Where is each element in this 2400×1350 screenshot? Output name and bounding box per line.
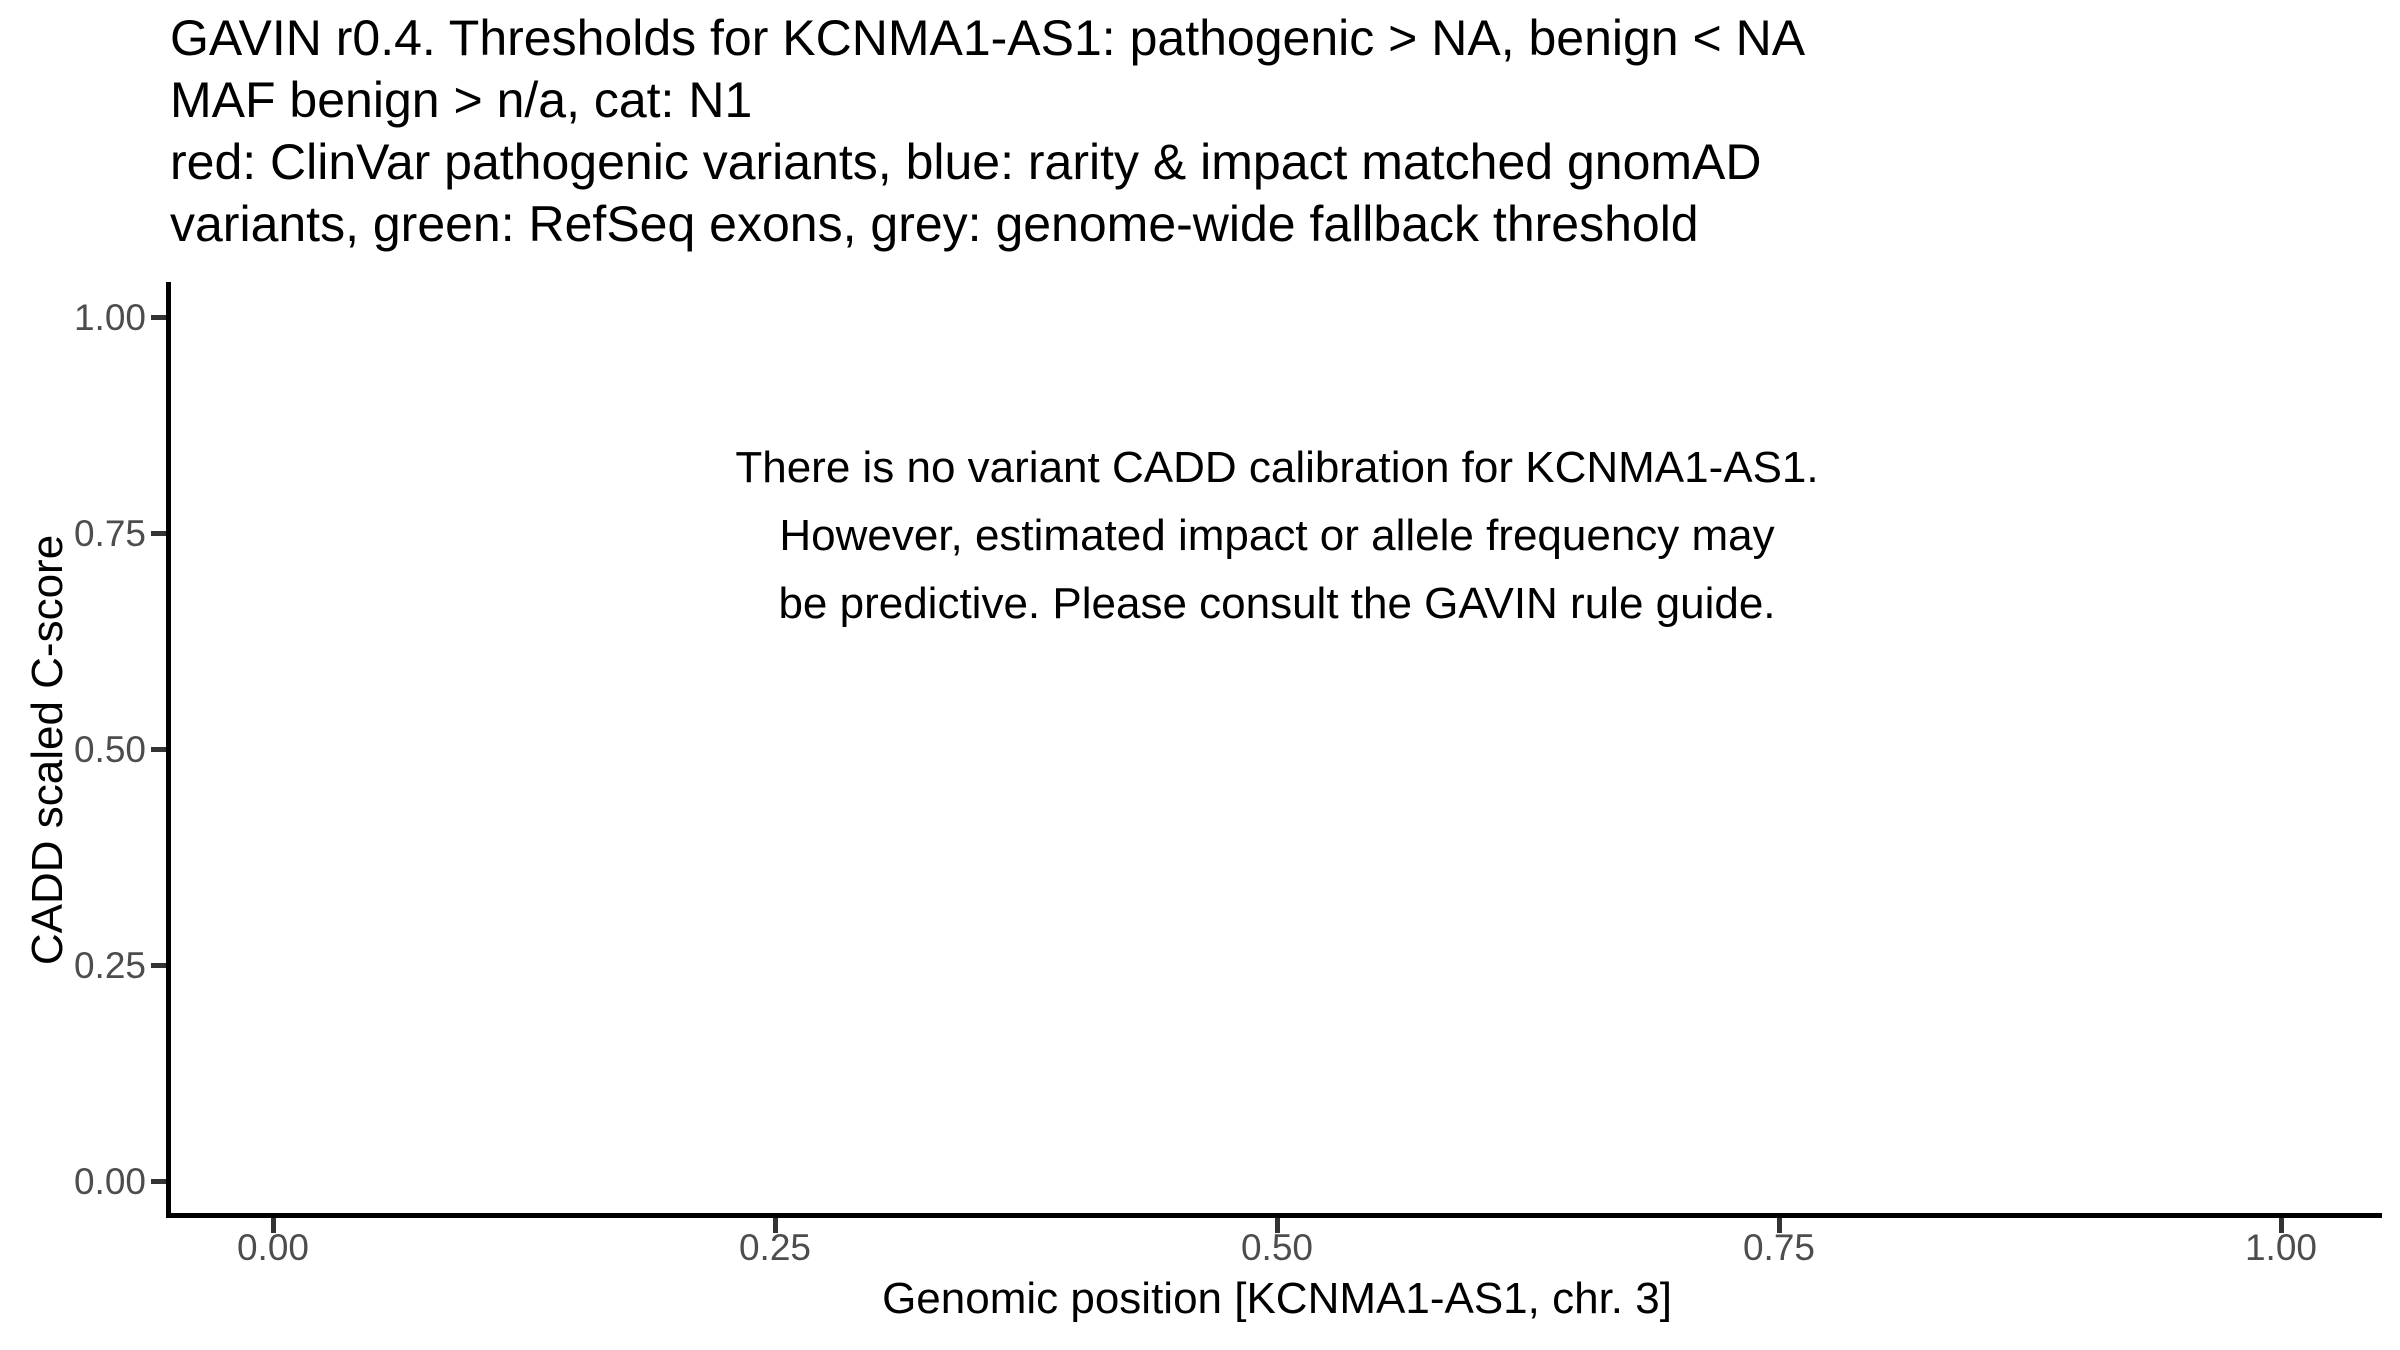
x-axis-title: Genomic position [KCNMA1-AS1, chr. 3] bbox=[882, 1274, 1672, 1323]
y-tick-label: 1.00 bbox=[73, 297, 146, 338]
y-tick-mark bbox=[151, 531, 166, 536]
chart-title bbox=[170, 7, 1805, 255]
y-tick-label: 0.00 bbox=[73, 1161, 146, 1202]
y-tick-label: 0.50 bbox=[73, 729, 146, 770]
annotation-line-3: be predictive. Please consult the GAVIN rule guide. bbox=[778, 579, 1776, 628]
y-tick-mark bbox=[151, 315, 166, 320]
x-axis-line bbox=[166, 1213, 2382, 1218]
y-tick-mark bbox=[151, 747, 166, 752]
y-tick-mark bbox=[151, 963, 166, 968]
y-axis-title: CADD scaled C-score bbox=[23, 534, 72, 966]
chart-title-line-2: MAF benign > n/a, cat: N1 bbox=[170, 72, 753, 128]
x-tick-label: 0.50 bbox=[1240, 1227, 1313, 1268]
x-tick-label: 0.00 bbox=[236, 1227, 309, 1268]
y-axis-line bbox=[166, 282, 171, 1218]
y-tick-label: 0.75 bbox=[73, 513, 146, 554]
chart-title-line-4: variants, green: RefSeq exons, grey: genome-wide fallback threshold bbox=[170, 196, 1699, 252]
annotation-text bbox=[577, 434, 1977, 638]
x-tick-label: 1.00 bbox=[2244, 1227, 2317, 1268]
y-tick-mark bbox=[151, 1179, 166, 1184]
y-tick-label: 0.25 bbox=[73, 945, 146, 986]
annotation-line-1: There is no variant CADD calibration for KCNMA1-AS1. bbox=[735, 443, 1819, 492]
chart-title-line-1: GAVIN r0.4. Thresholds for KCNMA1-AS1: pathogenic > NA, benign < NA bbox=[170, 10, 1806, 66]
chart-title-line-3: red: ClinVar pathogenic variants, blue: rarity & impact matched gnomAD bbox=[170, 134, 1762, 190]
annotation-line-2: However, estimated impact or allele frequency may bbox=[779, 511, 1775, 560]
x-tick-label: 0.75 bbox=[1742, 1227, 1815, 1268]
x-tick-label: 0.25 bbox=[738, 1227, 811, 1268]
